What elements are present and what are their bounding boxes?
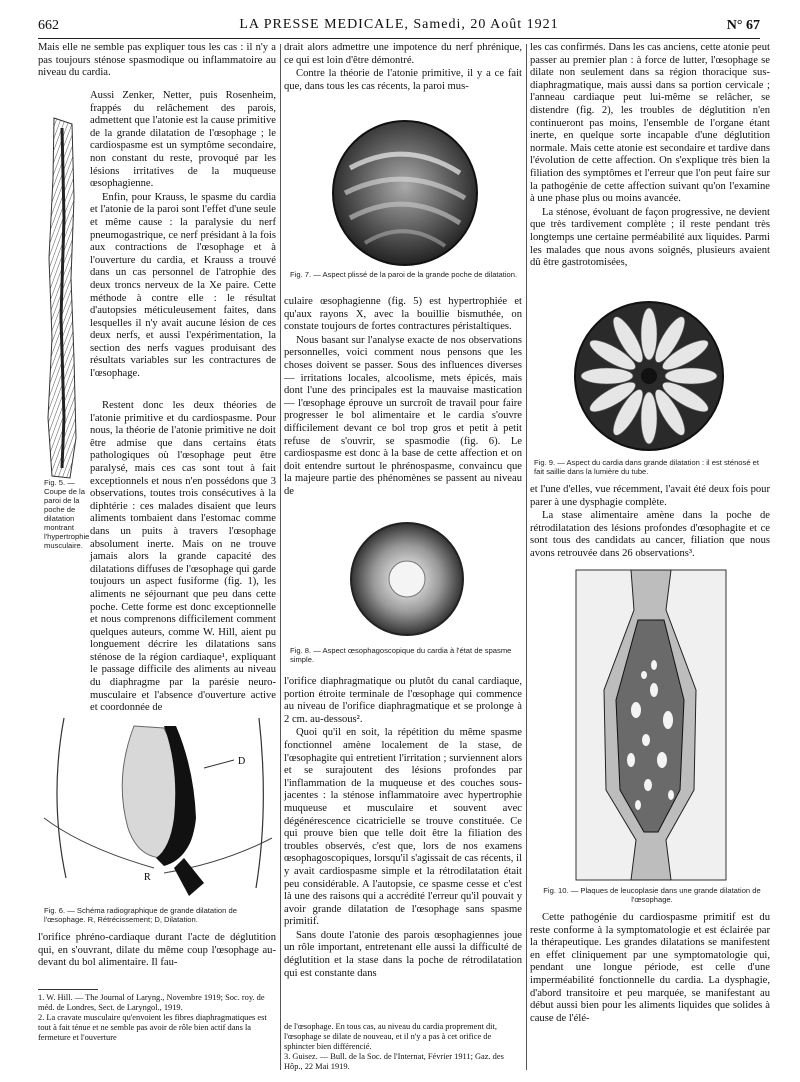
fig6-label-r: R xyxy=(144,872,151,883)
paragraph: et l'une d'elles, vue récemment, l'avait été deux fois pour parer à une dysphagie complète. xyxy=(530,484,770,508)
column-2 xyxy=(284,42,522,94)
footnote-rule xyxy=(38,989,98,990)
fig9-image xyxy=(573,300,725,452)
column-divider xyxy=(526,44,527,1070)
page-number: 662 xyxy=(38,18,59,33)
paragraph: Sans doute l'atonie des parois œsophagiennes joue un rôle important, entretenant elle aussi la difficulté de déglutition et la stase dans la poche de rétrodilatation qui est constante dans xyxy=(284,929,522,979)
footnote-2-cont: de l'œsophage. En tous cas, au niveau du cardia proprement dit, l'œsophage se dilate de nouveau, et il n'y a pas à cet orifice de sphincter bien différencié. xyxy=(284,1022,497,1051)
paragraph: culaire œsophagienne (fig. 5) est hypertrophiée et qu'aux rayons X, avec la bouillie bismuthée, on constate toujours de fortes contractures péristaltiques. xyxy=(284,296,522,333)
footnote-3: 3. Guisez. — Bull. de la Soc. de l'Internat, Février 1911; Gaz. des Hôp., 22 Mai 1919. xyxy=(284,1052,504,1071)
column-3 xyxy=(530,42,770,271)
fig6-label-d: D xyxy=(238,756,246,767)
footnote-2: 2. La cravate musculaire qu'envoient les fibres diaphragmatiques est tout à fait ténue et ne semble pas avoir de rôle bien actif dans la fermeture et l'ouverture xyxy=(38,1013,267,1042)
fig6-caption: Fig. 6. — Schéma radiographique de grande dilatation de l'œsophage. R, Rétrécissement; D, Dilatation. xyxy=(44,906,237,924)
fig10-caption: Fig. 10. — Plaques de leucoplasie dans une grande dilatation de l'œsophage. xyxy=(543,886,761,904)
paragraph: Contre la théorie de l'atonie primitive, il y a ce fait que, dans tous les cas récents, la paroi mus- xyxy=(284,68,522,92)
masthead: LA PRESSE MEDICALE, Samedi, 20 Août 1921 xyxy=(239,17,559,32)
paragraph: Enfin, pour Krauss, le spasme du cardia et l'atonie de la paroi sont l'effet d'une seule et même cause : la paralysie du nerf pneumogastrique, ce nerf présidant à la fois aux contractions de l'œsophage et à l'ouverture du cardia, et Krauss a trouvé dans un cas personnel de l'atrophie des deux troncs nerveux de la Xe paire. Cette méthode à contre elle : le résultat d'autopsies méticuleusement faites, dans lesquelles il n'y avait aucune lésion de ces deux nerfs, et aussi l'expérimentation, la section des nerfs vagues produisant des résultats variables sur les contractures de l'œsophage. xyxy=(90,191,276,380)
paragraph: Mais elle ne semble pas expliquer tous les cas : il n'y a pas toujours sténose spasmodique ou inflammatoire au niveau du cardia. xyxy=(38,42,276,79)
col2-footnotes xyxy=(284,1022,522,1072)
fig8-caption: Fig. 8. — Aspect œsophagoscopique du cardia à l'état de spasme simple. xyxy=(290,646,512,664)
paragraph: Restent donc les deux théories de l'atonie primitive et du cardiospasme. Pour nous, la théorie de l'atonie primitive ne doit être admise que dans certains états pathologiques où l'œsophage peut être paralysé, mais ces cas sont tout à fait exceptionnels et nous n'en possédons que 3 observations, toutes trois consécutives à la diphtérie : ces malades disaient que leurs aliments tombaient dans l'estomac comme dans un puits à travers l'œsophage absolument inerte. Mais on ne trouve jamais alors la grande capacité des dilatations diffuses de l'œsophage qui garde toujours un aspect fusiforme (fig. 1), les aliments ne séjournant que peu dans cette poche. Cette forme est donc exceptionnelle et nous comprenons difficilement comment quelques auteurs, comme W. Hill, aient pu longuement décrire les dilatations sans sténose de la région cardiaque¹, expliquant le passage difficile des aliments au niveau du diaphragme par la parésie neuro-musculaire et l'absence d'ouverture active et coordonnée de xyxy=(90,400,276,714)
col1-p5 xyxy=(38,932,276,971)
page-header xyxy=(38,14,760,36)
fig7-caption: Fig. 7. — Aspect plissé de la paroi de la grande poche de dilatation. xyxy=(290,270,518,279)
fig5-image xyxy=(44,118,80,478)
col2-lower xyxy=(284,676,522,981)
paragraph: l'orifice phréno-cardiaque durant l'acte de déglutition qui, en s'ouvrant, dilate du même coup l'œsophage au-devant du bol alimentaire. Il fau- xyxy=(38,932,276,969)
column-divider xyxy=(280,44,281,1070)
fig8-image xyxy=(348,520,466,638)
paragraph: Nous basant sur l'analyse exacte de nos observations personnelles, voici comment nous pensons que les choses doivent se passer. Sous des influences diverses — irritations locales, alcoolisme, mets épicés, mais dont l'une des principales est la mauvaise mastication — l'œsophage éprouve un surcroît de travail pour faire progresser le bol alimentaire et le cardia s'ouvre difficilement devant ce bol trop gros et petit à petit refuse de s'ouvrir, se spasmodie (fig. 6). Le cardiospasme est donc à la base de cette affection et on doit entendre surtout le phrénospasme, convaincu que la majeure partie des phénomènes se passent au niveau de xyxy=(284,334,522,497)
footnote-1: 1. W. Hill. — The Journal of Laryng., Novembre 1919; Soc. roy. de méd. de Londres, Sect. de Laryngol., 1919. xyxy=(38,993,265,1012)
fig9-caption: Fig. 9. — Aspect du cardia dans grande dilatation : il est sténosé et fait saillie dans la lumière du tube. xyxy=(534,458,759,476)
col3-mid xyxy=(530,484,770,562)
paragraph: Aussi Zenker, Netter, puis Rosenheim, frappés du relâchement des parois, admettent que l'atonie est la cause primitive de la grande dilatation de l'œsophage ; le cardiospasme est un symptôme secondaire, non constant du reste, provoqué par les lésions irritatives de la muqueuse œsophagienne. xyxy=(90,90,276,190)
col1-p4 xyxy=(90,400,276,714)
paragraph: La stase alimentaire amène dans la poche de rétrodilatation des lésions profondes d'œsophagite et ce sont tous des candidats au cancer, filiation que nous avons retrouvée dans 26 observations³. xyxy=(530,510,770,559)
paragraph: Cette pathogénie du cardiospasme primitif est du reste conforme à la symptomatologie et est éclairée par la thérapeutique. Les grandes dilatations se manifestent en effet cliniquement par une symptomatologie qui, pendant une longue période, est celle d'une imperméabilité fonctionnelle du cardia. La dysphagie, d'abord transitoire et peu marquée, se manifestant au début aussi bien pour les aliments liquides que solides à cause de l'élé- xyxy=(530,912,770,1024)
paragraph: drait alors admettre une impotence du nerf phrénique, ce qui est loin d'être démontré. xyxy=(284,42,522,66)
col1-footnotes xyxy=(38,985,276,1043)
fig5-caption: Fig. 5. — Coupe de la paroi de la poche de dilatation montrant l'hypertrophie musculaire. xyxy=(44,478,90,550)
fig7-image xyxy=(330,118,480,268)
fig10-image xyxy=(576,570,726,880)
paragraph: l'orifice diaphragmatique ou plutôt du canal cardiaque, portion étroite terminale de l'œsophage qui commence au niveau de l'orifice diaphragmatique et se prolonge à 2 cm. au-dessous². xyxy=(284,676,522,725)
paragraph: Quoi qu'il en soit, la répétition du même spasme fonctionnel amène localement de la stase, de l'œsophagite qui entretient l'irritation ; surviennent alors et se surajoutent des lésions profondes par l'inflammation de la muqueuse et des couches sous-jacentes : la sténose inflammatoire avec hypertrophie muqueuse et musculaire et souvent avec dégénérescence cicatricielle se trouve constituée. Ce qui prouve bien que telle doit être la filiation des troubles observés, c'est que, lors de nos examens œsophagoscopiques, lorsqu'il s'agissait de cas récents, il y avait cardiospasme simple et la rétrodilatation était peu considérable. A l'autopsie, ce spasme cesse et c'est là une des raisons qui a accrédité l'erreur qu'il pouvait y avoir grande dilatation de l'œsophage sans spasme primitif. xyxy=(284,727,522,928)
column-1 xyxy=(38,42,276,81)
header-rule xyxy=(38,38,760,39)
issue-number: N° 67 xyxy=(726,18,760,33)
fig6-image xyxy=(44,708,272,903)
col3-lower xyxy=(530,912,770,1026)
col2-mid xyxy=(284,296,522,500)
col1-wrap-text xyxy=(90,90,276,382)
paragraph: La sténose, évoluant de façon progressive, ne devient que très tardivement complète ; il reste pendant très longtemps une certaine perméabilité aux liquides. Parmi les malades que nous avons soignés, plusieurs avaient dû être gastrotomisées, xyxy=(530,206,770,269)
paragraph: les cas confirmés. Dans les cas anciens, cette atonie peut passer au premier plan : à force de lutter, l'œsophage se dilate non seulement dans sa région thoracique sus-diaphragmatique, mais aussi dans sa portion cervicale ; l'anneau cardiaque peut lui-même se relâcher, se distendre (fig. 2), les troubles de déglutition n'en continueront pas moins, l'ensemble de l'organe étant inerte, en quelque sorte incapable d'une déglutition normale. Mais cette atonie est secondaire et tardive dans l'évolution de cette affection. On s'explique très bien la filiation des symptômes et l'erreur que l'on peut faire sur la pathogénie de cette affection suivant qu'on l'examine à une phase plus ou moins avancée. xyxy=(530,42,770,205)
